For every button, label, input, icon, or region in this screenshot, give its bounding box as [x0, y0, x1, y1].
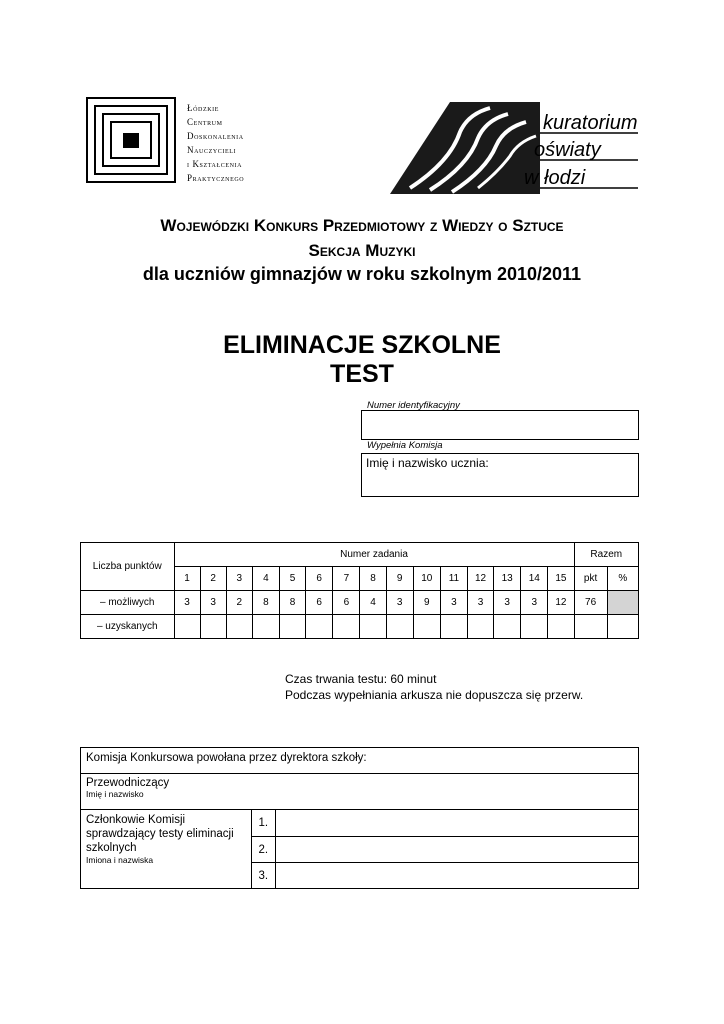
obtained-total-cell[interactable] — [574, 615, 607, 639]
member-name-field[interactable] — [275, 837, 638, 863]
obtained-cell[interactable] — [360, 615, 386, 639]
page-title: ELIMINACJE SZKOLNE — [223, 331, 501, 359]
commission-header: Komisja Konkursowa powołana przez dyrektora szkoły: — [81, 748, 639, 774]
commission-table — [80, 747, 639, 889]
possible-value: 3 — [174, 591, 200, 615]
chair-row — [81, 774, 639, 810]
obtained-cell[interactable] — [494, 615, 521, 639]
logo-line: Centrum — [187, 117, 223, 127]
logo-line: Praktycznego — [187, 173, 245, 183]
obtained-cell[interactable] — [521, 615, 548, 639]
member-number: 2. — [251, 837, 275, 863]
points-row-header: Liczba punktów — [81, 543, 175, 591]
id-number-label: Numer identyfikacyjny — [367, 400, 460, 411]
logo-word: w łodzi — [524, 167, 586, 189]
kuratorium-logo — [390, 102, 640, 194]
subtitle: dla uczniów gimnazjów w roku szkolnym 2010/2011 — [142, 264, 582, 284]
task-number: 15 — [548, 567, 574, 591]
section-title: Sekcja Muzyki — [308, 241, 416, 260]
logo-line: Łódzkie — [187, 103, 220, 113]
possible-value: 8 — [252, 591, 279, 615]
members-label-cell — [81, 810, 252, 889]
logo-line: i Kształcenia — [187, 159, 243, 169]
task-number: 2 — [200, 567, 226, 591]
task-number-header: Numer zadania — [174, 543, 574, 567]
chair-label: Przewodniczący — [86, 777, 170, 789]
task-number: 14 — [521, 567, 548, 591]
task-number: 8 — [360, 567, 386, 591]
student-name-label: Imię i nazwisko ucznia: — [366, 456, 489, 470]
obtained-cell[interactable] — [306, 615, 333, 639]
logo-line: Doskonalenia — [187, 131, 244, 141]
task-number: 5 — [280, 567, 306, 591]
obtained-cell[interactable] — [386, 615, 413, 639]
task-number: 9 — [386, 567, 413, 591]
obtained-points-row — [81, 615, 639, 639]
task-number: 4 — [252, 567, 279, 591]
logo-line: Nauczycieli — [187, 145, 237, 155]
obtained-cell[interactable] — [467, 615, 493, 639]
score-header-row — [81, 543, 639, 567]
possible-value: 3 — [494, 591, 521, 615]
task-number: 12 — [467, 567, 493, 591]
obtained-cell[interactable] — [280, 615, 306, 639]
possible-value: 3 — [521, 591, 548, 615]
members-sublabel: Imiona i nazwiska — [86, 855, 154, 865]
contest-title: Wojewódzki Konkurs Przedmiotowy z Wiedzy o Sztuce — [160, 216, 564, 235]
obtained-cell[interactable] — [413, 615, 440, 639]
possible-value: 3 — [200, 591, 226, 615]
possible-value: 2 — [226, 591, 252, 615]
possible-value: 9 — [413, 591, 440, 615]
total-header: Razem — [574, 543, 639, 567]
task-number: 10 — [413, 567, 440, 591]
obtained-percent-cell[interactable] — [607, 615, 638, 639]
obtained-cell[interactable] — [333, 615, 360, 639]
possible-value: 12 — [548, 591, 574, 615]
commission-header-row — [81, 748, 639, 774]
possible-label: – możliwych — [81, 591, 175, 615]
member-name-field[interactable] — [275, 810, 638, 837]
lcdnikp-logo — [86, 97, 176, 183]
member-number: 3. — [251, 863, 275, 889]
possible-value: 8 — [280, 591, 306, 615]
chair-sublabel: Imię i nazwisko — [86, 789, 144, 799]
obtained-cell[interactable] — [440, 615, 467, 639]
possible-value: 3 — [467, 591, 493, 615]
task-number: 1 — [174, 567, 200, 591]
obtained-cell[interactable] — [252, 615, 279, 639]
possible-value: 6 — [306, 591, 333, 615]
duration-text: Czas trwania testu: 60 minut — [285, 672, 437, 686]
obtained-cell[interactable] — [200, 615, 226, 639]
score-table — [80, 542, 639, 639]
possible-total: 76 — [574, 591, 607, 615]
task-number: 11 — [440, 567, 467, 591]
possible-value: 3 — [440, 591, 467, 615]
total-percent-col: % — [607, 567, 638, 591]
time-info — [285, 671, 583, 703]
task-number: 3 — [226, 567, 252, 591]
possible-value: 4 — [360, 591, 386, 615]
logo-word: oświaty — [534, 139, 601, 161]
possible-value: 3 — [386, 591, 413, 615]
member-number: 1. — [251, 810, 275, 837]
member-name-field[interactable] — [275, 863, 638, 889]
task-number: 6 — [306, 567, 333, 591]
page-subtitle: TEST — [330, 360, 394, 388]
id-number-field[interactable] — [361, 410, 639, 440]
no-break-text: Podczas wypełniania arkusza nie dopuszcza się przerw. — [285, 688, 584, 702]
member-row — [81, 810, 639, 837]
possible-value: 6 — [333, 591, 360, 615]
possible-percent-shaded — [607, 591, 638, 615]
logo-word: kuratorium — [543, 112, 638, 134]
possible-points-row — [81, 591, 639, 615]
total-points-col: pkt — [574, 567, 607, 591]
obtained-cell[interactable] — [226, 615, 252, 639]
lcdnikp-logo-text — [187, 101, 244, 185]
commission-fills-label: Wypełnia Komisja — [367, 440, 443, 451]
members-label: Członkowie Komisji sprawdzający testy eliminacji szkolnych — [86, 814, 234, 854]
task-number: 13 — [494, 567, 521, 591]
chair-cell[interactable] — [81, 774, 639, 810]
obtained-cell[interactable] — [548, 615, 574, 639]
student-name-field[interactable] — [361, 453, 639, 497]
obtained-cell[interactable] — [174, 615, 200, 639]
task-number: 7 — [333, 567, 360, 591]
obtained-label: – uzyskanych — [81, 615, 175, 639]
